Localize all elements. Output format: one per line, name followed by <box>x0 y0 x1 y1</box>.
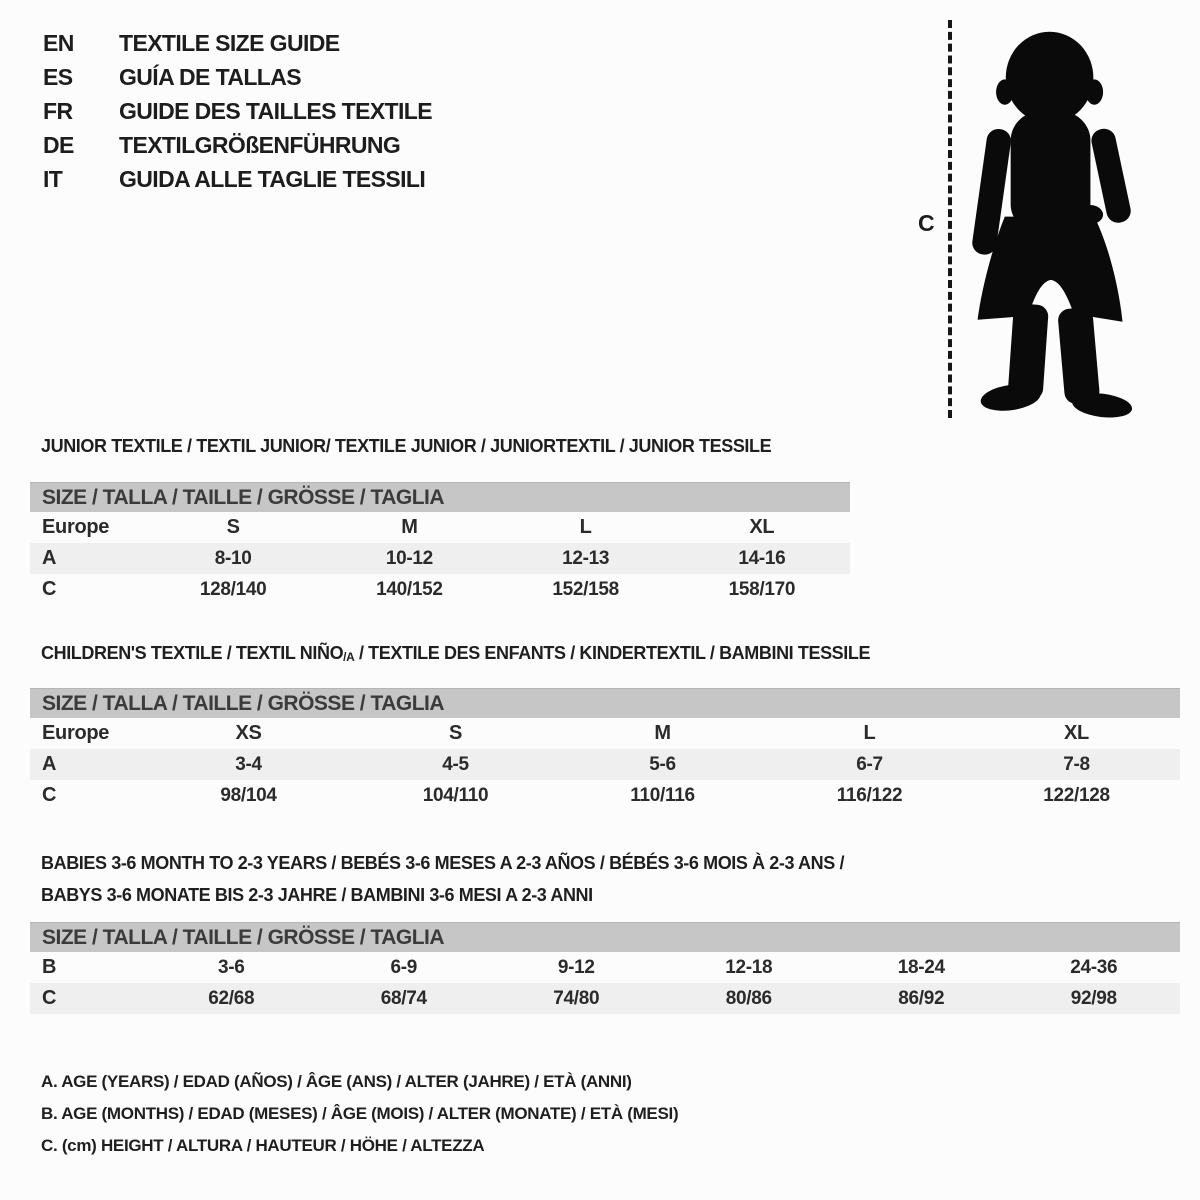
junior-height-row <box>30 574 850 605</box>
size-header-bar: SIZE / TALLA / TAILLE / GRÖSSE / TAGLIA <box>30 922 1180 952</box>
table-cell: 10-12 <box>385 547 433 569</box>
row-label: C <box>42 987 57 1009</box>
legend-age-years: A. AGE (YEARS) / EDAD (AÑOS) / ÂGE (ANS) / ALTER (JAHRE) / ETÀ (ANNI) <box>41 1072 632 1091</box>
table-cell: 68/74 <box>380 987 427 1009</box>
table-cell: 80/86 <box>725 987 772 1009</box>
row-label: C <box>42 784 57 806</box>
table-cell: 110/116 <box>630 784 695 806</box>
size-column-xs: XS <box>235 722 262 744</box>
children-column-header-row <box>30 718 1180 749</box>
babies-title-line2: BABYS 3-6 MONATE BIS 2-3 JAHRE / BAMBINI 3-6 MESI A 2-3 ANNI <box>41 885 593 905</box>
table-cell: 6-9 <box>390 956 418 978</box>
legend-height-cm: C. (cm) HEIGHT / ALTURA / HAUTEUR / HÖHE / ALTEZZA <box>41 1136 485 1155</box>
toddler-silhouette-icon <box>962 22 1142 420</box>
region-column-label: Europe <box>42 722 110 744</box>
language-code: FR <box>43 97 73 124</box>
language-code: DE <box>43 131 74 158</box>
children-title-prefix: CHILDREN'S TEXTILE / TEXTIL NIÑO <box>41 643 344 663</box>
language-row-en <box>43 26 432 60</box>
language-row-it <box>43 162 432 196</box>
table-cell: 24-36 <box>1070 956 1118 978</box>
children-title-sub: /A <box>343 650 355 664</box>
babies-size-table <box>30 922 1180 1014</box>
table-cell: 7-8 <box>1063 753 1090 775</box>
size-column-m: M <box>401 516 418 538</box>
children-height-row <box>30 780 1180 811</box>
guide-title-fr: GUIDE DES TAILLES TEXTILE <box>119 97 432 124</box>
measure-legend <box>41 1066 678 1162</box>
table-cell: 62/68 <box>208 987 255 1009</box>
language-row-de <box>43 128 432 162</box>
junior-section-title: JUNIOR TEXTILE / TEXTIL JUNIOR/ TEXTILE JUNIOR / JUNIORTEXTIL / JUNIOR TESSILE <box>41 436 772 456</box>
table-cell: 98/104 <box>220 784 277 806</box>
table-cell: 12-18 <box>725 956 773 978</box>
size-column-m: M <box>654 722 671 744</box>
children-title-suffix: / TEXTILE DES ENFANTS / KINDERTEXTIL / BAMBINI TESSILE <box>354 643 871 663</box>
language-code: IT <box>43 165 63 192</box>
row-label: A <box>42 547 57 569</box>
row-label: B <box>42 956 57 978</box>
babies-age-row <box>30 952 1180 983</box>
guide-title-en: TEXTILE SIZE GUIDE <box>119 29 340 56</box>
table-cell: 116/122 <box>836 784 903 806</box>
babies-title-line1: BABIES 3-6 MONTH TO 2-3 YEARS / BEBÉS 3-6 MESES A 2-3 AÑOS / BÉBÉS 3-6 MOIS À 2-3 ANS / <box>41 853 845 873</box>
height-measure-figure <box>900 12 1155 424</box>
size-header-bar: SIZE / TALLA / TAILLE / GRÖSSE / TAGLIA <box>30 482 850 512</box>
table-cell: 18-24 <box>897 956 945 978</box>
babies-height-row <box>30 983 1180 1014</box>
table-cell: 3-6 <box>217 956 245 978</box>
babies-section-title <box>41 847 844 911</box>
children-section-title <box>41 643 870 664</box>
size-column-xl: XL <box>749 516 775 538</box>
junior-size-table <box>30 482 850 605</box>
table-cell: 140/152 <box>376 578 443 600</box>
table-cell: 158/170 <box>728 578 796 600</box>
table-cell: 4-5 <box>442 753 469 775</box>
language-row-es <box>43 60 432 94</box>
size-column-s: S <box>448 722 463 744</box>
language-title-list <box>43 26 432 196</box>
row-label: A <box>42 753 57 775</box>
size-column-l: L <box>579 516 592 538</box>
table-cell: 6-7 <box>856 753 883 775</box>
table-cell: 86/92 <box>898 987 945 1009</box>
children-size-table <box>30 688 1180 811</box>
size-header-bar: SIZE / TALLA / TAILLE / GRÖSSE / TAGLIA <box>30 688 1180 718</box>
size-column-l: L <box>863 722 876 744</box>
table-cell: 3-4 <box>235 753 262 775</box>
region-column-label: Europe <box>42 516 110 538</box>
height-dashed-line <box>948 20 952 418</box>
table-cell: 128/140 <box>199 578 267 600</box>
guide-title-es: GUÍA DE TALLAS <box>119 63 301 90</box>
table-cell: 92/98 <box>1070 987 1117 1009</box>
size-column-xl: XL <box>1064 722 1089 744</box>
height-measure-label: C <box>918 210 935 236</box>
children-age-row <box>30 749 1180 780</box>
table-cell: 104/110 <box>422 784 489 806</box>
table-cell: 5-6 <box>649 753 676 775</box>
language-code: ES <box>43 63 73 90</box>
language-row-fr <box>43 94 432 128</box>
row-label: C <box>42 578 57 600</box>
table-cell: 74/80 <box>553 987 600 1009</box>
table-cell: 14-16 <box>738 547 786 569</box>
junior-age-row <box>30 543 850 574</box>
junior-column-header-row <box>30 512 850 543</box>
language-code: EN <box>43 29 74 56</box>
size-column-s: S <box>226 516 240 538</box>
table-cell: 12-13 <box>562 547 610 569</box>
table-cell: 9-12 <box>557 956 595 978</box>
legend-age-months: B. AGE (MONTHS) / EDAD (MESES) / ÂGE (MOIS) / ALTER (MONATE) / ETÀ (MESI) <box>41 1104 679 1123</box>
table-cell: 122/128 <box>1043 784 1110 806</box>
guide-title-it: GUIDA ALLE TAGLIE TESSILI <box>119 165 426 192</box>
guide-title-de: TEXTILGRÖßENFÜHRUNG <box>119 131 401 158</box>
table-cell: 8-10 <box>214 547 252 569</box>
table-cell: 152/158 <box>552 578 619 600</box>
